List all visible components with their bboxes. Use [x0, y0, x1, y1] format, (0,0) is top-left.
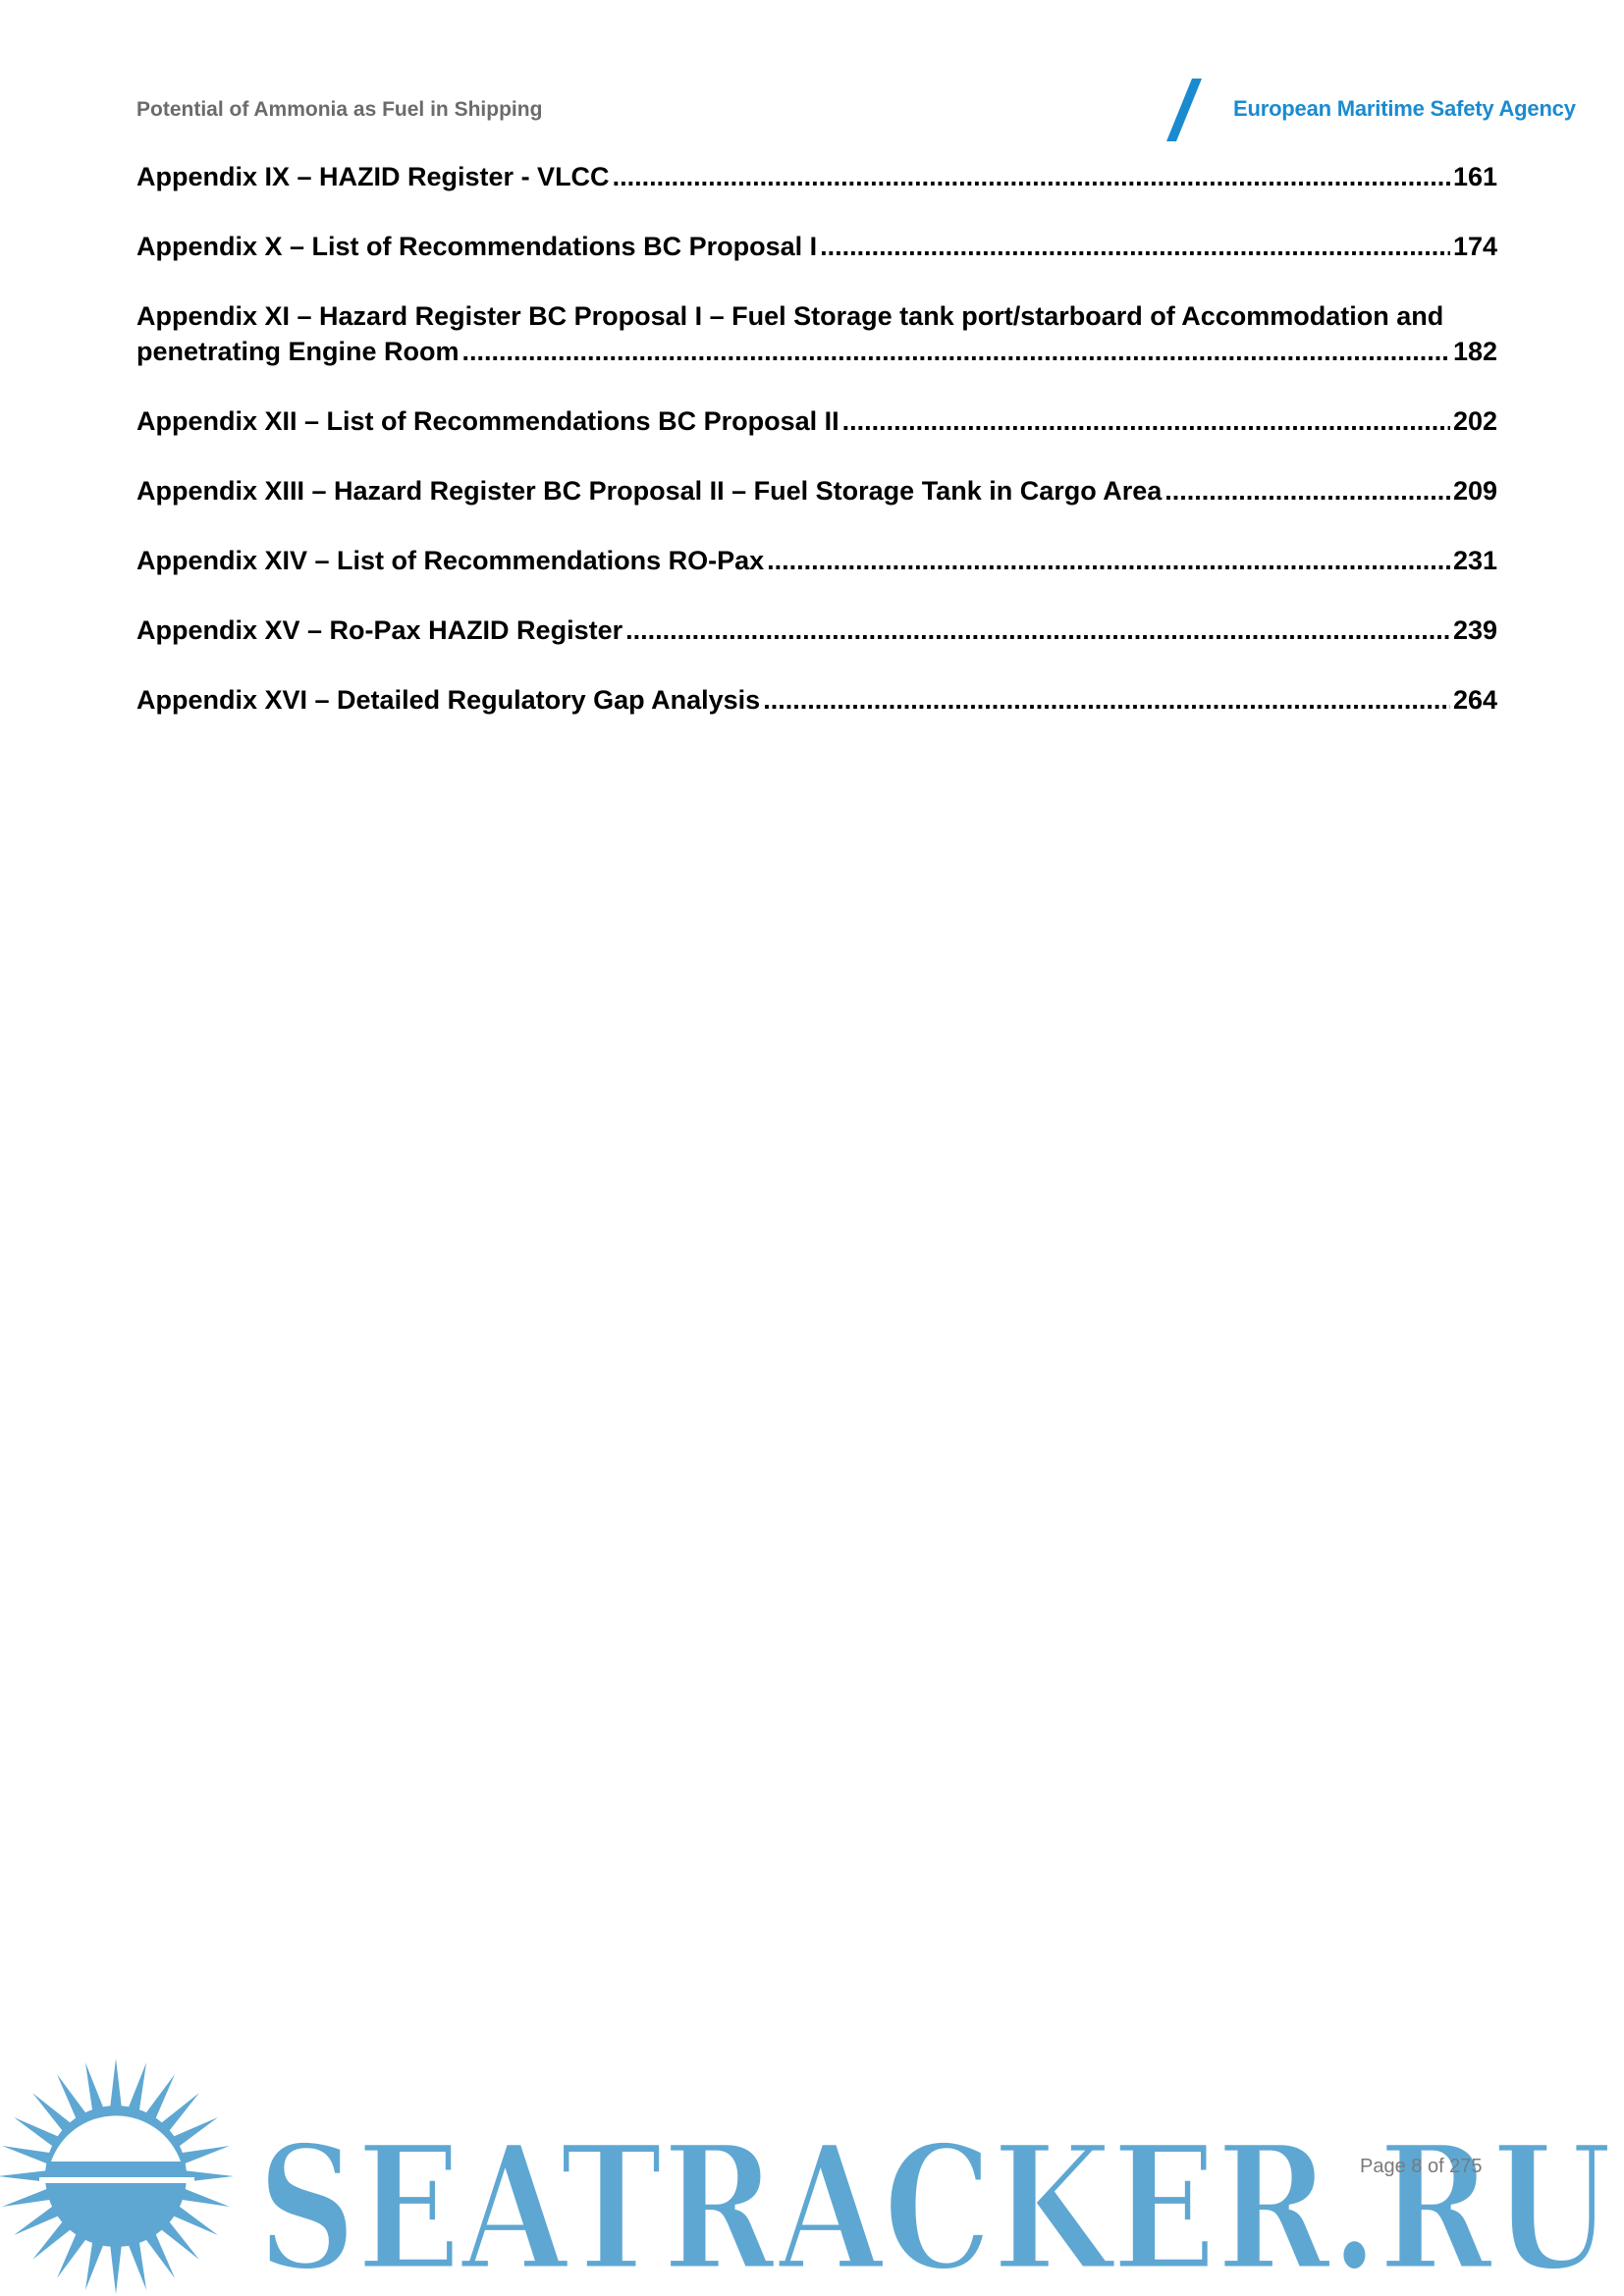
table-of-contents	[136, 159, 1497, 752]
toc-entry-appendix-xi[interactable]	[136, 298, 1497, 369]
toc-entry-title-line2: penetrating Engine Room	[136, 337, 460, 366]
toc-page-number: 209	[1452, 476, 1497, 506]
toc-entry-title: Appendix XV – Ro-Pax HAZID Register	[136, 615, 623, 645]
sun-logo-icon	[0, 2058, 234, 2294]
toc-leader-dots	[625, 613, 1450, 648]
toc-entry-appendix-xiii[interactable]	[136, 473, 1497, 508]
toc-page-number: 161	[1452, 162, 1497, 191]
toc-entry-title: Appendix XIV – List of Recommendations RO-Pax	[136, 546, 765, 575]
toc-leader-dots	[462, 334, 1450, 369]
toc-entry-appendix-ix[interactable]	[136, 159, 1497, 194]
toc-entry-appendix-x[interactable]	[136, 229, 1497, 264]
toc-page-number: 231	[1452, 546, 1497, 575]
toc-leader-dots	[820, 229, 1450, 264]
watermark-text-inline: SEATRACKER.RU	[257, 2107, 1612, 2296]
toc-leader-dots	[842, 403, 1450, 439]
toc-leader-dots	[1164, 473, 1450, 508]
watermark-text: SEATRACKER.RU	[257, 2107, 1612, 2296]
toc-entry-appendix-xiv[interactable]	[136, 543, 1497, 578]
toc-leader-dots	[767, 543, 1450, 578]
page-number: Page 8 of 275	[1360, 2156, 1483, 2177]
toc-entry-appendix-xii[interactable]	[136, 403, 1497, 439]
toc-page-number: 202	[1452, 406, 1497, 436]
toc-leader-dots	[763, 682, 1450, 718]
toc-entry-title: Appendix XVI – Detailed Regulatory Gap Analysis	[136, 685, 761, 715]
toc-entry-appendix-xv[interactable]	[136, 613, 1497, 648]
toc-entry-title: Appendix XII – List of Recommendations BC Proposal II	[136, 406, 839, 436]
toc-entry-title-line1: Appendix XI – Hazard Register BC Proposal I – Fuel Storage tank port/starboard of Accommodation and	[136, 301, 1444, 331]
toc-entry-title: Appendix IX – HAZID Register - VLCC	[136, 162, 610, 191]
toc-page-number: 239	[1452, 615, 1497, 645]
toc-entry-title: Appendix XIII – Hazard Register BC Proposal II – Fuel Storage Tank in Cargo Area	[136, 476, 1163, 506]
document-title: Potential of Ammonia as Fuel in Shipping	[136, 98, 543, 121]
agency-name: European Maritime Safety Agency	[1233, 96, 1576, 121]
toc-page-number: 264	[1452, 685, 1497, 715]
toc-leader-dots	[613, 159, 1450, 194]
toc-page-number: 174	[1452, 232, 1497, 261]
toc-entry-appendix-xvi[interactable]	[136, 682, 1497, 718]
emsa-slash-logo-icon	[1164, 79, 1204, 141]
toc-entry-title: Appendix X – List of Recommendations BC Proposal I	[136, 232, 818, 261]
toc-page-number: 182	[1452, 337, 1497, 366]
